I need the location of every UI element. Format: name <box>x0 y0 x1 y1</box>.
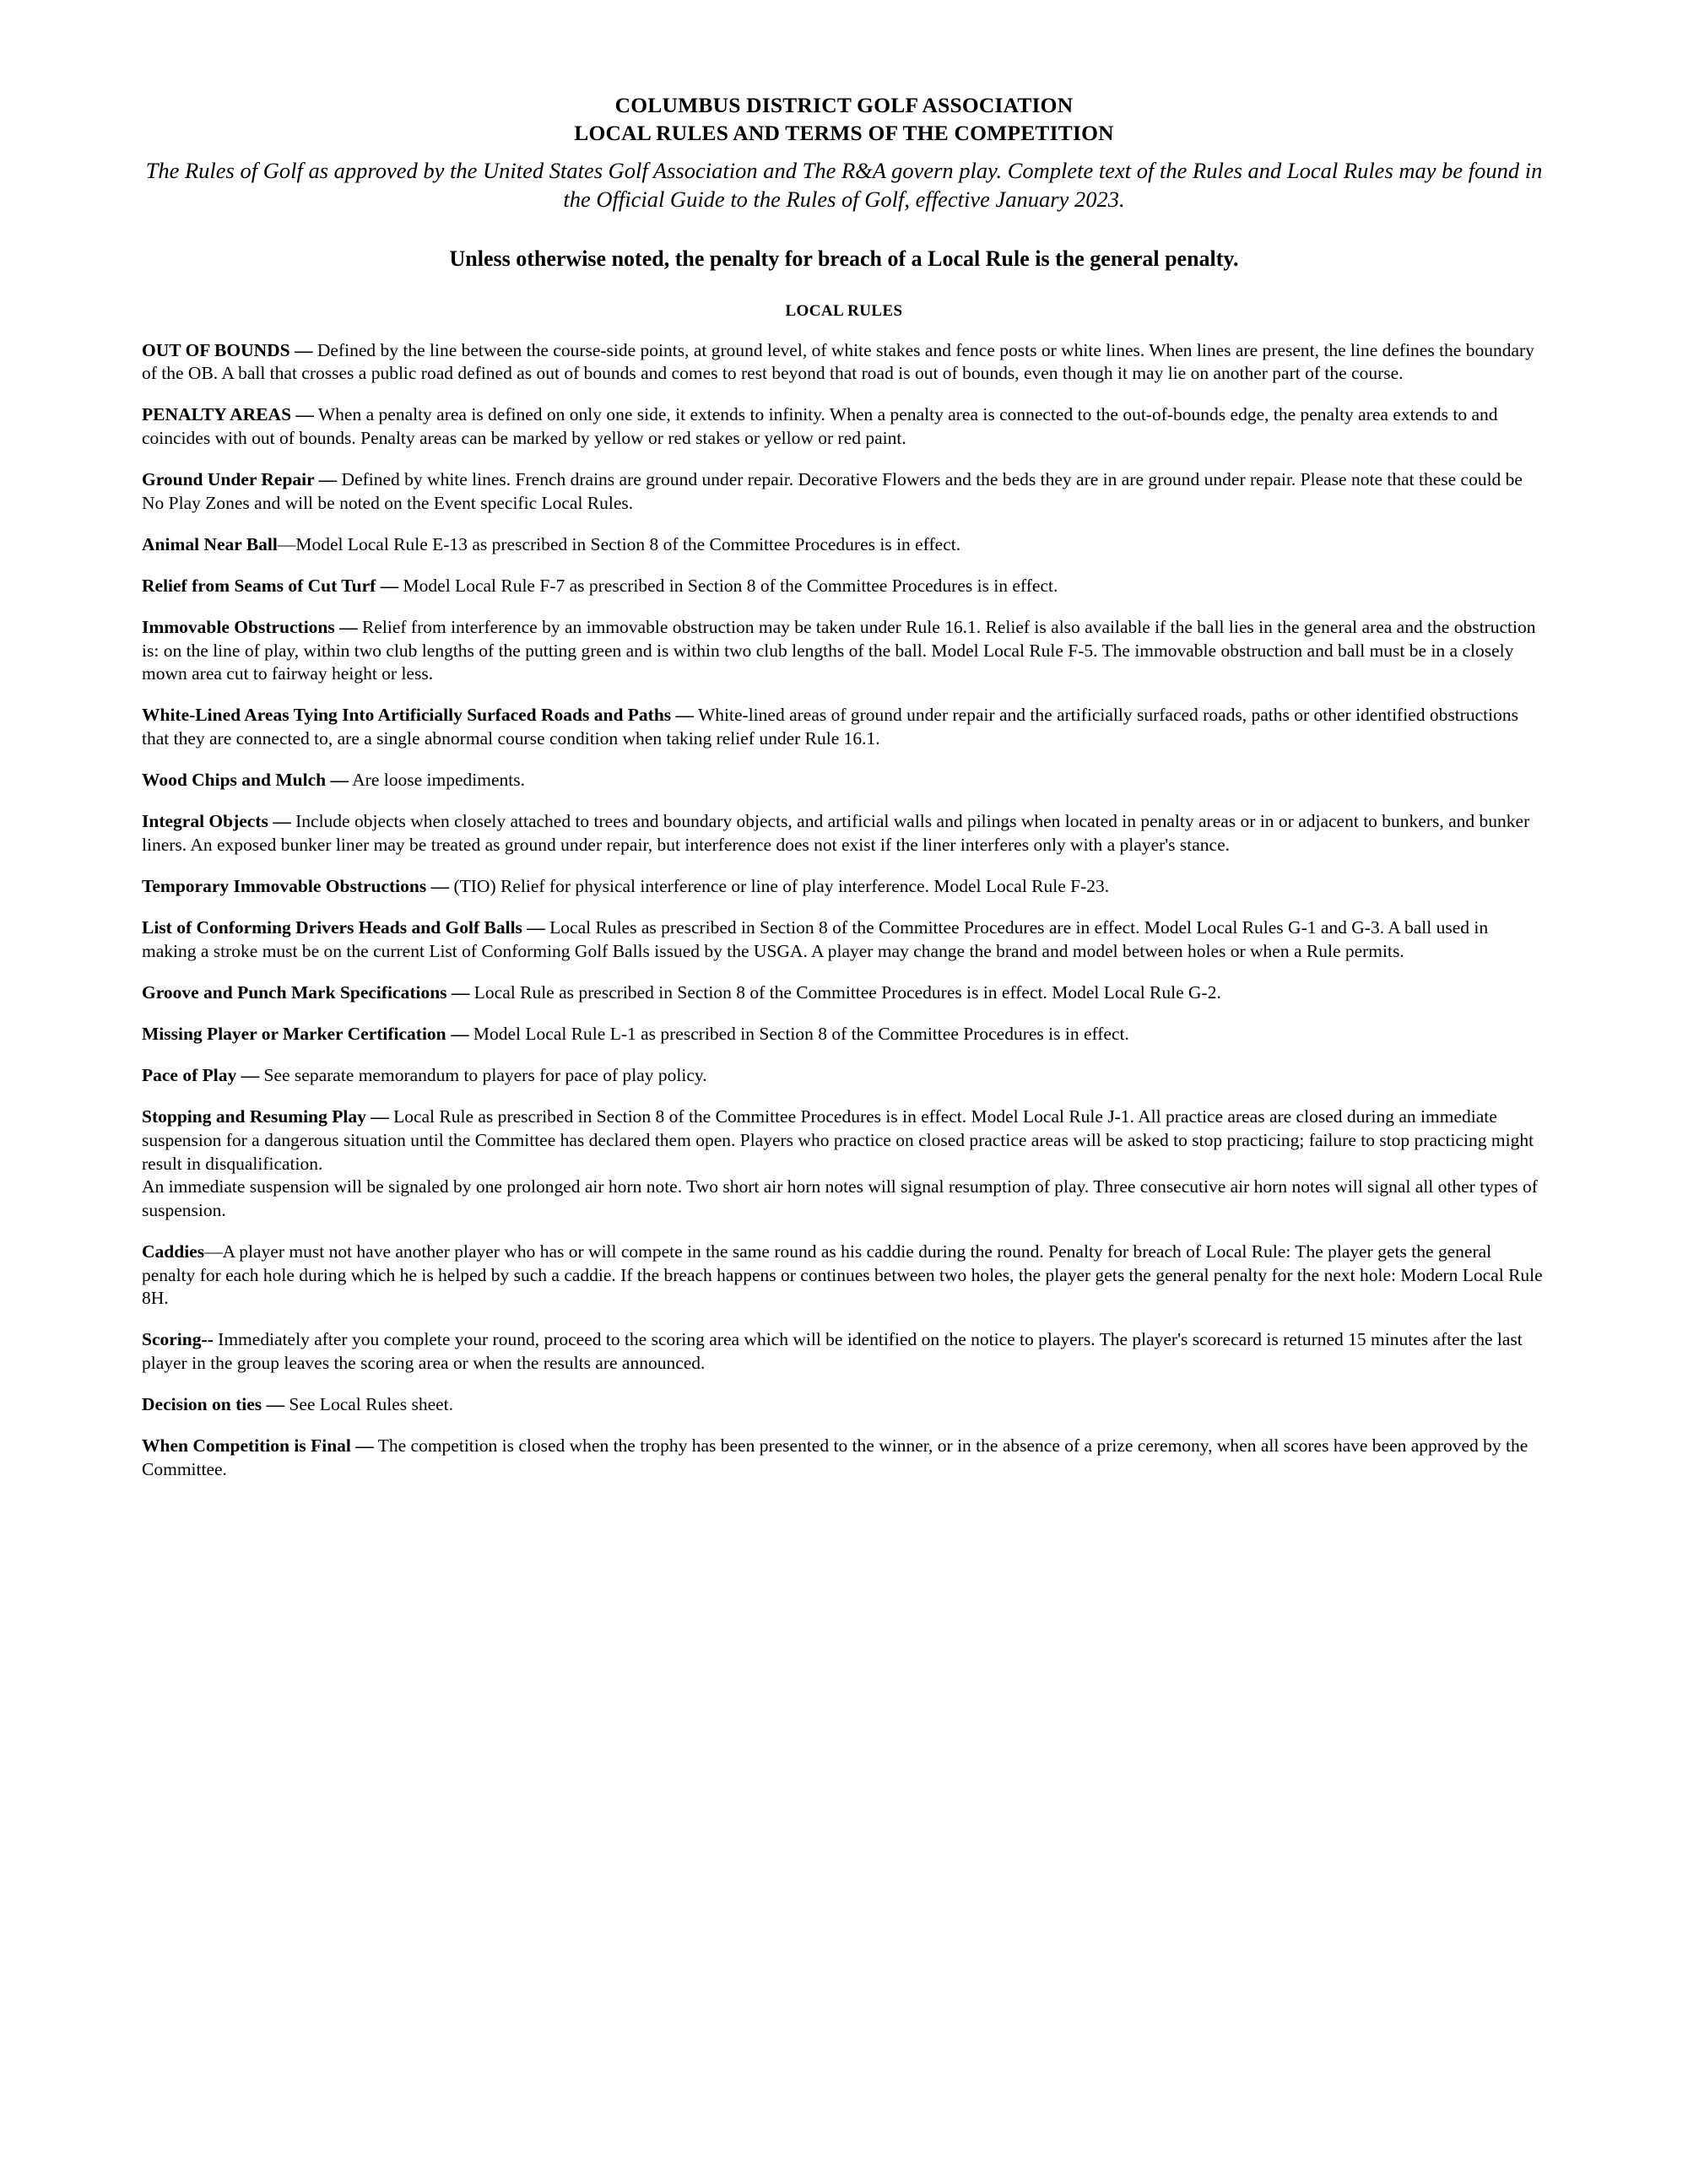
rule-item <box>142 616 1546 686</box>
rule-body: (TIO) Relief for physical interference or line of play interference. Model Local Rule F-23. <box>449 876 1110 897</box>
rule-body: —Model Local Rule E-13 as prescribed in Section 8 of the Committee Procedures is in effect. <box>277 533 961 554</box>
rule-term: When Competition is Final — <box>142 1435 374 1457</box>
rule-term: Integral Objects — <box>142 811 291 832</box>
rule-item <box>142 1241 1546 1311</box>
rule-term: Caddies <box>142 1241 205 1262</box>
section-heading-local-rules: LOCAL RULES <box>785 302 903 321</box>
rule-body: Model Local Rule L-1 as prescribed in Section 8 of the Committee Procedures is in effect. <box>468 1024 1129 1045</box>
rule-body-extra: An immediate suspension will be signaled by one prolonged air horn note. Two short air horn notes will signal resumption of play. Three consecutive air horn notes will signal all other types of suspension. <box>142 1176 1538 1220</box>
rule-body: Immediately after you complete your round, proceed to the scoring area which will be identified on the notice to players. The player's scorecard is returned 15 minutes after the last player in the group leaves the scoring area or when the results are announced. <box>142 1329 1523 1373</box>
rule-item <box>142 1328 1546 1375</box>
rule-body: Defined by the line between the course-side points, at ground level, of white stakes and fence posts or white lines. When lines are present, the line defines the boundary of the OB. A ball that crosses a public road defined as out of bounds and comes to rest beyond that road is out of bounds, even though it may lie on another part of the course. <box>142 339 1534 384</box>
rule-body: —A player must not have another player who has or will compete in the same round as his caddie during the round. Penalty for breach of Local Rule: The player gets the general penalty for each hole during which he is helped by such a caddie. If the breach happens or continues between two holes, the player gets the general penalty for the next hole: Modern Local Rule 8H. <box>142 1241 1543 1309</box>
rule-term: Scoring-- <box>142 1329 214 1350</box>
rule-item <box>142 1435 1546 1481</box>
rule-body: Local Rules as prescribed in Section 8 of the Committee Procedures are in effect. Model Local Rules G-1 and G-3. A ball used in making a stroke must be on the current List of Conforming Golf Balls issued by the USGA. A player may change the brand and model between holes or when a Rule permits. <box>142 917 1489 961</box>
rule-item <box>142 575 1546 598</box>
rule-body: Are loose impediments. <box>348 770 525 791</box>
rule-term: Wood Chips and Mulch — <box>142 770 349 791</box>
rule-term: Temporary Immovable Obstructions — <box>142 876 450 897</box>
rule-item <box>142 916 1546 963</box>
rule-body: When a penalty area is defined on only one side, it extends to infinity. When a penalty area is connected to the out-of-bounds edge, the penalty area extends to and coincides with out of bounds. Penalty areas can be marked by yellow or red stakes or yellow or red paint. <box>142 404 1498 448</box>
rules-list <box>142 339 1546 1482</box>
title-line-2: LOCAL RULES AND TERMS OF THE COMPETITION <box>574 121 1114 146</box>
rule-item <box>142 1106 1546 1222</box>
rule-term: Stopping and Resuming Play — <box>142 1106 389 1127</box>
rule-item <box>142 704 1546 750</box>
rule-term: OUT OF BOUNDS — <box>142 339 313 360</box>
rule-item <box>142 403 1546 450</box>
rule-body: Model Local Rule F-7 as prescribed in Section 8 of the Committee Procedures is in effect. <box>398 575 1058 596</box>
rule-body: Local Rule as prescribed in Section 8 of the Committee Procedures is in effect. Model Local Rule J-1. All practice areas are closed during an immediate suspension for a dangerous situation until the Committee has declared them open. Players who practice on closed practice areas will be asked to stop practicing; failure to stop practicing might result in disqualification. <box>142 1106 1534 1174</box>
rule-body: Local Rule as prescribed in Section 8 of the Committee Procedures is in effect. Model Local Rule G-2. <box>469 981 1221 1003</box>
rule-term: Ground Under Repair — <box>142 469 338 490</box>
rule-item <box>142 875 1546 899</box>
rule-term: Animal Near Ball <box>142 533 278 554</box>
rule-term: Missing Player or Marker Certification — <box>142 1024 469 1045</box>
rule-term: White-Lined Areas Tying Into Artificially Surfaced Roads and Paths — <box>142 705 695 726</box>
rule-term: Relief from Seams of Cut Turf — <box>142 575 399 596</box>
rule-item <box>142 810 1546 857</box>
rule-body: The competition is closed when the trophy has been presented to the winner, or in the absence of a prize ceremony, when all scores have been approved by the Committee. <box>142 1435 1528 1479</box>
rule-term: Decision on ties — <box>142 1394 285 1415</box>
rule-body: Relief from interference by an immovable obstruction may be taken under Rule 16.1. Relief is also available if the ball lies in the general area and the obstruction is: on the line of play, within two club lengths of the putting green and is within two club lengths of the ball. Model Local Rule F-5. The immovable obstruction and ball must be in a closely mown area cut to fairway height or less. <box>142 617 1536 684</box>
rule-term: PENALTY AREAS — <box>142 404 314 425</box>
rule-item <box>142 769 1546 792</box>
document-subtitle: The Rules of Golf as approved by the United States Golf Association and The R&A govern play. Complete text of the Rules and Local Rules may be found in the Official Guide to the Rules of Golf, effective January 2023. <box>145 158 1543 213</box>
rule-body: White-lined areas of ground under repair and the artificially surfaced roads, paths or other identified obstructions that they are connected to, are a single abnormal course condition when taking relief under Rule 16.1. <box>142 705 1518 749</box>
rule-body: See Local Rules sheet. <box>284 1394 454 1415</box>
rule-term: Pace of Play — <box>142 1065 260 1086</box>
rule-body: See separate memorandum to players for pace of play policy. <box>259 1065 707 1086</box>
penalty-note: Unless otherwise noted, the penalty for breach of a Local Rule is the general penalty. <box>449 246 1239 272</box>
rule-term: Groove and Punch Mark Specifications — <box>142 981 470 1003</box>
rule-item <box>142 1023 1546 1046</box>
rule-item <box>142 533 1546 557</box>
rule-item <box>142 1064 1546 1088</box>
rule-item <box>142 1393 1546 1417</box>
document-title <box>142 91 1546 147</box>
rule-item <box>142 981 1546 1005</box>
rule-item <box>142 468 1546 515</box>
rule-body: Defined by white lines. French drains are ground under repair. Decorative Flowers and the beds they are in are ground under repair. Please note that these could be No Play Zones and will be noted on the Event specific Local Rules. <box>142 469 1523 513</box>
rule-term: List of Conforming Drivers Heads and Golf Balls — <box>142 917 545 938</box>
rule-item <box>142 339 1546 386</box>
rule-body: Include objects when closely attached to trees and boundary objects, and artificial walls and pilings when located in penalty areas or in or adjacent to bunkers, and bunker liners. An exposed bunker liner may be treated as ground under repair, but interference does not exist if the liner interferes only with a player's stance. <box>142 811 1530 855</box>
rule-term: Immovable Obstructions — <box>142 617 358 638</box>
title-line-1: COLUMBUS DISTRICT GOLF ASSOCIATION <box>614 93 1074 117</box>
